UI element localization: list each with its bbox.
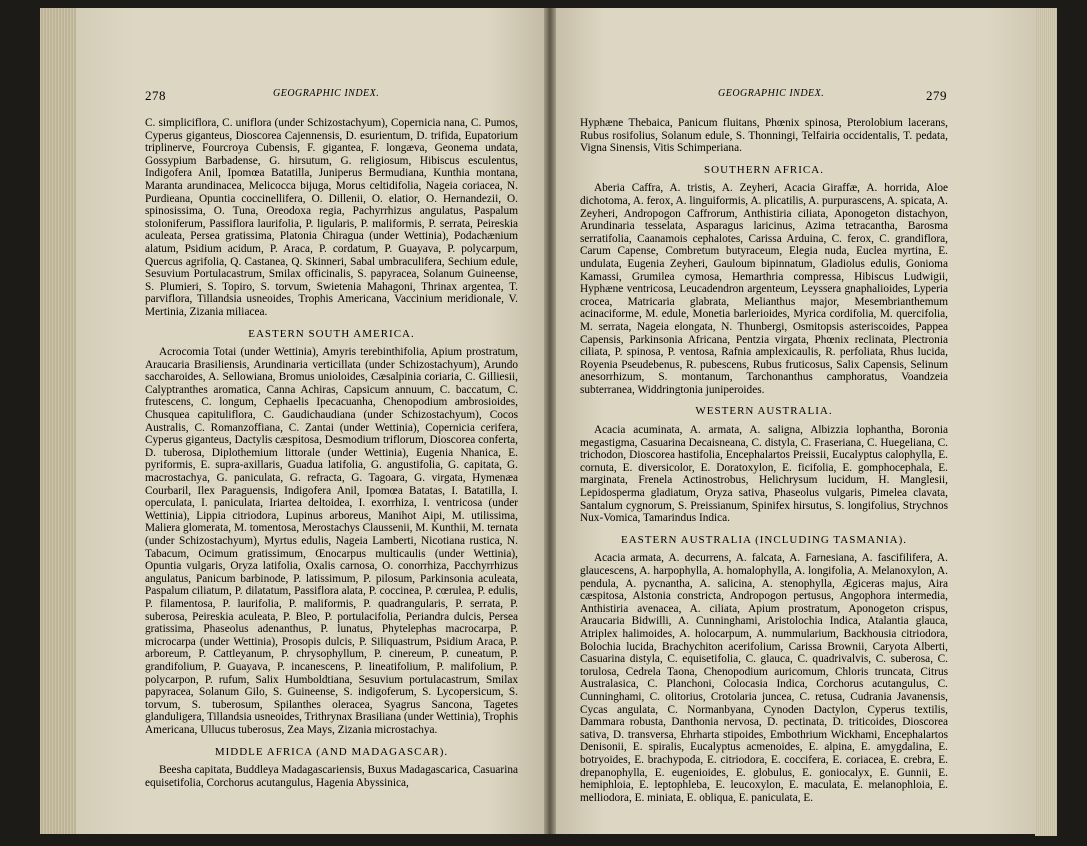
left-text-column <box>145 117 518 791</box>
section-heading-eastern-australia: EASTERN AUSTRALIA (INCLUDING TASMANIA). <box>620 533 908 546</box>
middle-africa-paragraph: Beesha capitata, Buddleya Madagascariensis, Buxus Madagascarica, Casuarina equisetifolia, Corchorus acutangulus, Hagenia Abyssinica, <box>145 764 518 789</box>
left-intro-paragraph: C. simpliciflora, C. uniflora (under Schizostachyum), Copernicia nana, C. Pumos, Cyperus giganteus, Dioscorea Cajennensis, D. esurientum, D. trifida, Eupatorium triplinerve, Fourcroya Cubensis, F. gigantea, F. longæva, Geonema undata, Gossypium Barbadense, G. hirsutum, G. religiosum, Hibiscus esculentus, Indigofera Anil, Ipomœa Batatilla, Juniperus Bermudiana, Kunthia montana, Maranta arundinacea, Melicocca bijuga, Morus celtidifolia, Nageia coriacea, N. Purdieana, Opuntia coccinellifera, O. Dillenii, O. elatior, O. Hernandezii, O. spinosissima, O. Tuna, Oreodoxa regia, Pachyrrhizus angulatus, Paspalum stoloniferum, Passiflora laurifolia, P. ligularis, P. maliformis, P. serrata, Peireskia aculeata, Persea gratissima, Platonia Chiragua (under Wettinia), Podachænium alatum, Psidium acidum, P. Araca, P. cordatum, P. Guayava, P. polycarpum, Quercus agrifolia, Q. Castanea, Q. Skinneri, Sabal umbraculifera, Sechium edule, Sesuvium Portulacastrum, Smilax officinalis, S. papyracea, Solanum Guineense, S. Plumieri, S. Topiro, S. torvum, Swietenia Mahagoni, Thrinax argentea, T. parviflora, Tillandsia usneoides, Trophis Americana, Vaccinium meridionale, V. Mertinia, Zizania miliacea. <box>145 117 518 318</box>
page-edges-right <box>1035 8 1057 836</box>
section-heading-western-australia: WESTERN AUSTRALIA. <box>695 405 833 418</box>
right-running-title: GEOGRAPHIC INDEX. <box>718 88 825 99</box>
section-heading-southern-africa: SOUTHERN AFRICA. <box>704 163 824 176</box>
section-heading-middle-africa: MIDDLE AFRICA (AND MADAGASCAR). <box>214 745 449 758</box>
right-text-column <box>580 117 948 806</box>
eastern-australia-paragraph: Acacia armata, A. decurrens, A. falcata, A. Farnesiana, A. fascifilifera, A. glaucescens, A. harpophylla, A. homalophylla, A. longifolia, A. Melanoxylon, A. pendula, A. pycnantha, A. salicina, A. stenophylla, Ægiceras majus, Aira cæspitosa, Alstonia constricta, Andropogon pertusus, Angophora intermedia, Anthistiria avenacea, A. ciliata, Apium prostratum, Aponogeton crispus, Araucaria Bidwilli, A. Cunninghami, Aristolochia Indica, Atalantia glauca, Atriplex halimoides, A. holocarpum, A. nummularium, Backhousia citriodora, Bolochia lucida, Brachychiton acerifolium, Carissa Brownii, Caryota Alberti, Casuarina distyla, C. equisetifolia, C. glauca, C. quadrivalvis, C. suberosa, C. torulosa, Cedrela Taona, Chenopodium auricomum, Chloris truncata, Citrus Australasica, C. Planchoni, Colocasia Indica, Corchorus acutangulus, C. Cunninghami, C. olitorius, Crotolaria juncea, C. retusa, Cudrania Javanensis, Cycas angulata, C. Normanbyana, Cynoden Dactylon, Cyperus textilis, Dammara robusta, Danthonia nervosa, D. pectinata, D. triticoides, Dioscorea sativa, D. transversa, Ehrharta stipoides, Embothrium Wickhami, Encephalartos Denisonii, E. spiralis, Eucalyptus acmenoides, E. alpina, E. amygdalina, E. botryoides, E. brachypoda, E. citriodora, E. coccifera, E. coriacea, E. crebra, E. drepanophylla, E. eugenioides, E. globulus, E. goniocalyx, E. Gunnii, E. hemiphloia, E. leptophleba, E. leucoxylon, E. maculata, E. melanophloia, E. melliodora, E. miniata, E. obliqua, E. paniculata, E. <box>580 552 948 804</box>
page-edges-left <box>40 8 76 834</box>
section-heading-eastern-south-america: EASTERN SOUTH AMERICA. <box>248 327 415 340</box>
eastern-south-america-paragraph: Acrocomia Totai (under Wettinia), Amyris terebinthifolia, Apium prostratum, Araucaria Brasiliensis, Arundinaria verticillata (under Schizostachyum), Arundo saccharoides, A. Sellowiana, Bromus unioloides, Cæsalpinia coriaria, C. Gilliesii, Calyptranthes aromatica, Canna Achiras, Capsicum annuum, C. baccatum, C. frutescens, C. longum, Cephaelis Ipecacuanha, Chenopodium ambrosioides, Chusquea capituliflora, C. Gaudichaudiana (under Schizostachyum), Cocos Australis, C. Romanzoffiana, C. Zantai (under Wettinia), Copernicia cerifera, Cyperus giganteus, Dactylis cæspitosa, Desmodium triflorum, Dioscorea conferta, D. tuberosa, Diplothemium littorale (under Wettinia), Eugenia Nhanica, E. pyriformis, E. supra-axillaris, Guadua latifolia, G. angustifolia, G. capitata, G. macrostachya, G. paniculata, G. refracta, G. Tagoara, G. virgata, Hymenæa Courbaril, Ilex Paraguensis, Indigofera Anil, Ipomœa Batatas, I. Batatilla, I. operculata, I. paniculata, Iriartea deltoidea, I. exorrhiza, I. ventricosa (under Wettinia), Lippia citriodora, Lupinus arboreus, Manihot Aipi, M. utilissima, Maliera glomerata, M. tomentosa, Merostachys Claussenii, M. Kunthii, M. ternata (under Schizostachyum), Myrtus edulis, Nageia Lamberti, Nicotiana rustica, N. Tabacum, Ocimum gratissimum, Œnocarpus multicaulis (under Wettinia), Opuntia vulgaris, Oryza latifolia, Oxalis carnosa, O. conorrhiza, Pacchyrrhizus angulatus, Panicum barbinode, P. latissimum, P. pilosum, Parkinsonia aculeata, Paspalum ciliatum, P. dilatatum, Passiflora alata, P. coccinea, P. cœrulea, P. edulis, P. filamentosa, P. laurifolia, P. maliformis, P. quadrangularis, P. serrata, P. suberosa, Peireskia aculeata, P. Bleo, P. portulacifolia, Periandra dulcis, Persea gratissima, Phaseolus adenanthus, P. lunatus, Phytelephas macrocarpa, P. microcarpa (under Wettinia), Prosopis dulcis, P. Siliquastrum, Psidium Araca, P. arboreum, P. Cattleyanum, P. chrysophyllum, P. cinereum, P. cuneatum, P. grandifolium, P. Guayava, P. incanescens, P. lineatifolium, P. malifolium, P. polycarpon, P. rufum, Salix Humboldtiana, Sesuvium portulacastrum, Smilax papyracea, Solanum Gilo, S. Guineense, S. indigoferum, S. Lycopersicum, S. torvum, S. tuberosum, Spilanthes oleracea, Syagrus Sancona, Tagetes glanduligera, Tillandsia usneoides, Trithrynax Brasiliana (under Wettinia), Trophis Americana, Ullucus tuberosus, Zea Mays, Zizania microstachya. <box>145 346 518 736</box>
right-page-number: 279 <box>926 88 947 103</box>
right-intro-paragraph: Hyphæne Thebaica, Panicum fluitans, Phœnix spinosa, Pterolobium lacerans, Rubus rosifolius, Solanum edule, S. Thonningi, Telfairia occidentalis, T. pedata, Vigna Sinensis, Vitis Schimperiana. <box>580 117 948 155</box>
book-gutter <box>544 8 556 834</box>
left-page-number: 278 <box>145 88 166 103</box>
western-australia-paragraph: Acacia acuminata, A. armata, A. saligna, Albizzia lophantha, Boronia megastigma, Casuarina Decaisneana, C. distyla, C. Fraseriana, C. Huegeliana, C. trichodon, Dioscorea hastifolia, Encephalartos Preissii, Eucalyptus calophylla, E. cornuta, E. diversicolor, E. Doratoxylon, E. ficifolia, E. gomphocephala, E. marginata, Frenela Actinostrobus, Helichrysum lucidum, H. Manglesii, Lepidosperma gladiatum, Oryza sativa, Phaseolus vulgaris, Pimelea clavata, Santalum cygnorum, S. Preissianum, Spinifex hirsutus, S. longifolius, Strychnos Nux-Vomica, Tamarindus Indica. <box>580 424 948 525</box>
left-running-title: GEOGRAPHIC INDEX. <box>273 88 380 99</box>
southern-africa-paragraph: Aberia Caffra, A. tristis, A. Zeyheri, Acacia Giraffæ, A. horrida, Aloe dichotoma, A. ferox, A. linguiformis, A. plicatilis, A. purpurascens, A. spicata, A. Zeyheri, Andropogon Caffrorum, Anthistiria ciliata, Aponogeton distachyon, Arundinaria tesselata, Asparagus laricinus, Azima tetracantha, Barosma serratifolia, Caanamois cephalotes, Carissa Arduina, C. ferox, C. grandiflora, Carum Capense, Combretum butyraceum, Elegia nuda, Euclea myrtina, E. undulata, Eugenia Zeyheri, Gauloum bipinnatum, Gladiolus edulis, Gonioma Kamassi, Grumilea cymosa, Hemarthria compressa, Hibiscus Ludwigii, Hyphæne ventricosa, Leucadendron argenteum, Leyssera gnaphalioides, Lyperia crocea, Matricaria glabrata, Melianthus major, Mesembrianthemum acinaciforme, M. edule, Monetia barlerioides, Myrica cordifolia, M. quercifolia, M. serrata, Nageia elongata, N. Thunbergi, Osmitopsis asteriscoides, Pappea Capensis, Parkinsonia Africana, Pentzia virgata, Phœnix reclinata, Plectronia ciliata, P. spinosa, P. ventosa, Rafnia amplexicaulis, R. perfoliata, Rhus lucida, Royenia Pseudebenus, R. pubescens, Rubus fruticosus, Salix Capensis, Selinum anesorrhizum, S. montanum, Tarchonanthus camphoratus, Voandzeia subterranea, Widdringtonia juniperoides. <box>580 182 948 396</box>
